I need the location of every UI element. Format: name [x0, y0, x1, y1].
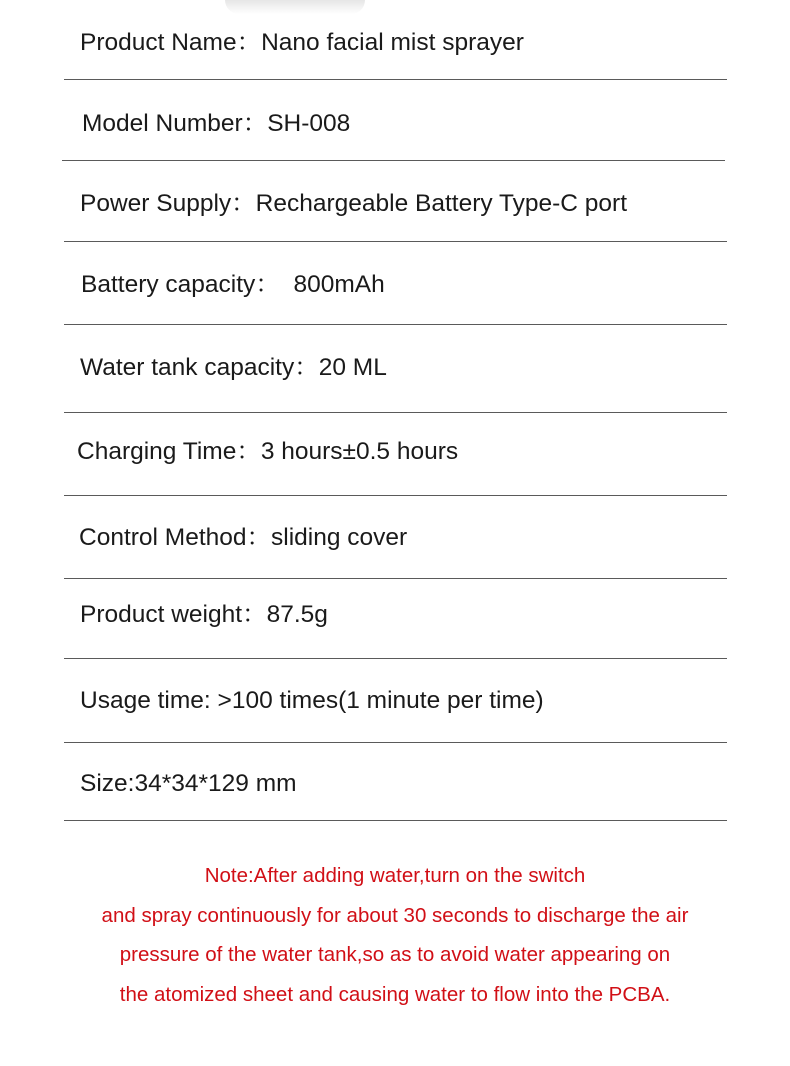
- spec-separator: :: [127, 770, 135, 797]
- spec-row-charging-time: [0, 437, 790, 467]
- divider: [64, 820, 727, 821]
- spec-row-control-method: [0, 523, 790, 553]
- spec-separator: ：: [294, 354, 319, 381]
- spec-row-product-weight: [0, 600, 790, 630]
- spec-value: SH-008: [267, 110, 351, 137]
- spec-row-size: [0, 769, 790, 799]
- spec-row-model-number: [0, 109, 790, 139]
- spec-value: 800mAh: [293, 271, 385, 298]
- spec-separator: ：: [255, 271, 294, 298]
- spec-value: >100 times(1 minute per time): [217, 687, 544, 714]
- divider: [64, 495, 727, 496]
- spec-row-usage-time: [0, 686, 790, 716]
- spec-separator: ：: [242, 110, 268, 137]
- divider: [64, 412, 727, 413]
- spec-value: 34*34*129 mm: [134, 770, 297, 797]
- spec-row-battery-capacity: [0, 270, 790, 300]
- spec-row-water-tank-capacity: [0, 353, 790, 383]
- spec-separator: :: [203, 687, 218, 714]
- spec-value: sliding cover: [271, 524, 408, 551]
- divider: [64, 324, 727, 325]
- note-line: the atomized sheet and causing water to flow into the PCBA.: [119, 982, 671, 1006]
- spec-label: Power Supply: [80, 190, 232, 217]
- spec-label: Model Number: [82, 110, 243, 137]
- spec-value: Rechargeable Battery Type-C port: [255, 190, 627, 217]
- spec-label: Product weight: [80, 601, 243, 628]
- spec-label: Size: [80, 770, 128, 797]
- spec-label: Water tank capacity: [80, 354, 295, 381]
- divider: [64, 742, 727, 743]
- divider: [64, 578, 727, 579]
- spec-label: Control Method: [79, 524, 247, 551]
- divider: [64, 658, 727, 659]
- note-line: and spray continuously for about 30 seconds to discharge the air: [101, 903, 689, 927]
- spec-value: 87.5g: [266, 601, 328, 628]
- divider: [64, 241, 727, 242]
- spec-row-product-name: [0, 28, 790, 58]
- spec-value: 3 hours±0.5 hours: [260, 438, 459, 465]
- spec-value: 20 ML: [318, 354, 387, 381]
- spec-separator: ：: [236, 438, 261, 465]
- divider: [64, 79, 727, 80]
- spec-label: Product Name: [80, 29, 237, 56]
- spec-label: Charging Time: [77, 438, 237, 465]
- divider: [62, 160, 725, 161]
- spec-separator: ：: [231, 190, 256, 217]
- warning-note: [0, 856, 790, 1014]
- product-image-edge: [225, 0, 365, 14]
- spec-label: Usage time: [80, 687, 204, 714]
- spec-row-power-supply: [0, 189, 790, 219]
- spec-separator: ：: [246, 524, 272, 551]
- note-line: Note:After adding water,turn on the switch: [204, 864, 586, 887]
- spec-label: Battery capacity: [81, 271, 256, 298]
- spec-separator: ：: [242, 601, 267, 628]
- spec-value: Nano facial mist sprayer: [261, 29, 524, 56]
- note-line: pressure of the water tank,so as to avoid water appearing on: [119, 943, 671, 966]
- spec-separator: ：: [236, 29, 262, 56]
